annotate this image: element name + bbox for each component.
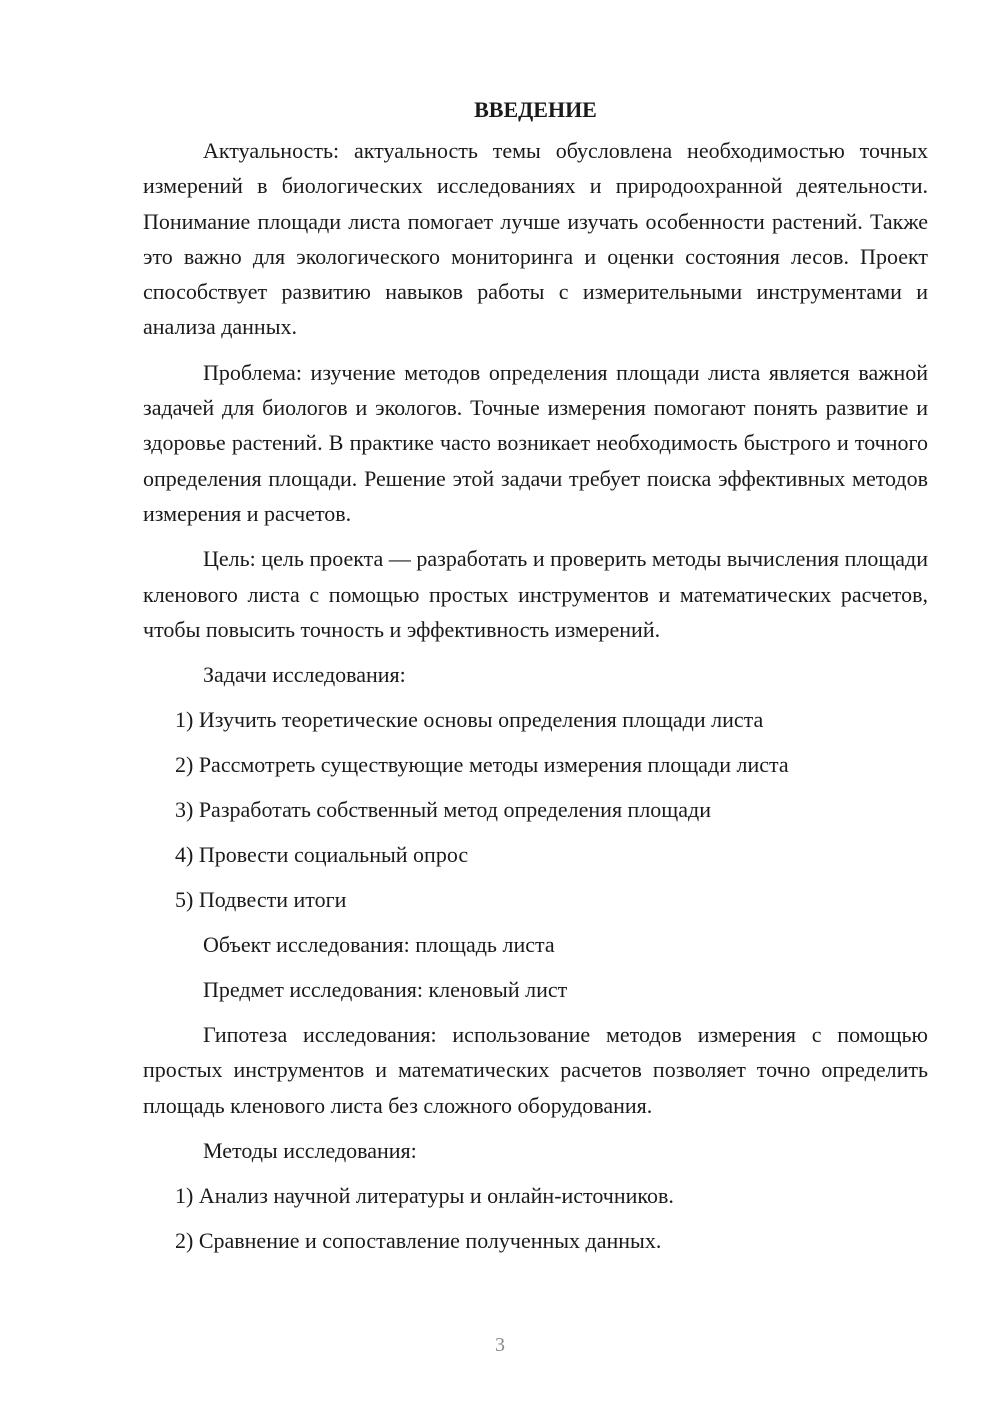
document-page bbox=[143, 92, 928, 1268]
task-item: 4) Провести социальный опрос bbox=[175, 842, 469, 868]
method-item: 2) Сравнение и сопоставление полученных данных. bbox=[175, 1228, 662, 1254]
section-title: ВВЕДЕНИЕ bbox=[474, 97, 597, 122]
task-item: 2) Рассмотреть существующие методы измерения площади листа bbox=[175, 752, 789, 778]
page-number: 3 bbox=[495, 1334, 505, 1356]
methods-heading: Методы исследования: bbox=[203, 1138, 417, 1164]
task-item: 1) Изучить теоретические основы определения площади листа bbox=[175, 707, 764, 733]
task-item: 5) Подвести итоги bbox=[175, 887, 347, 913]
relevance-paragraph: Актуальность: актуальность темы обусловлена необходимостью точных измерений в биологических исследованиях и природоохранной деятельности. Понимание площади листа помогает лучше изучать особенности растений. Также это важно для экологического мониторинга и оценки состояния лесов. Проект способствует развитию навыков работы с измерительными инструментами и анализа данных. bbox=[143, 138, 928, 340]
hypothesis-paragraph: Гипотеза исследования: использование методов измерения с помощью простых инструментов и математических расчетов позволяет точно определить площадь кленового листа без сложного оборудования. bbox=[143, 1022, 928, 1118]
research-object: Объект исследования: площадь листа bbox=[203, 932, 555, 958]
research-subject: Предмет исследования: кленовый лист bbox=[203, 977, 568, 1003]
tasks-heading: Задачи исследования: bbox=[203, 662, 406, 688]
problem-paragraph: Проблема: изучение методов определения площади листа является важной задачей для биологов и экологов. Точные измерения помогают понять развитие и здоровье растений. В практике часто возникает необходимость быстрого и точного определения площади. Решение этой задачи требует поиска эффективных методов измерения и расчетов. bbox=[143, 359, 928, 526]
task-item: 3) Разработать собственный метод определения площади bbox=[175, 797, 711, 823]
goal-paragraph: Цель: цель проекта — разработать и проверить методы вычисления площади кленового листа с помощью простых инструментов и математических расчетов, чтобы повысить точность и эффективность измерений. bbox=[143, 546, 928, 642]
method-item: 1) Анализ научной литературы и онлайн-источников. bbox=[175, 1183, 674, 1209]
